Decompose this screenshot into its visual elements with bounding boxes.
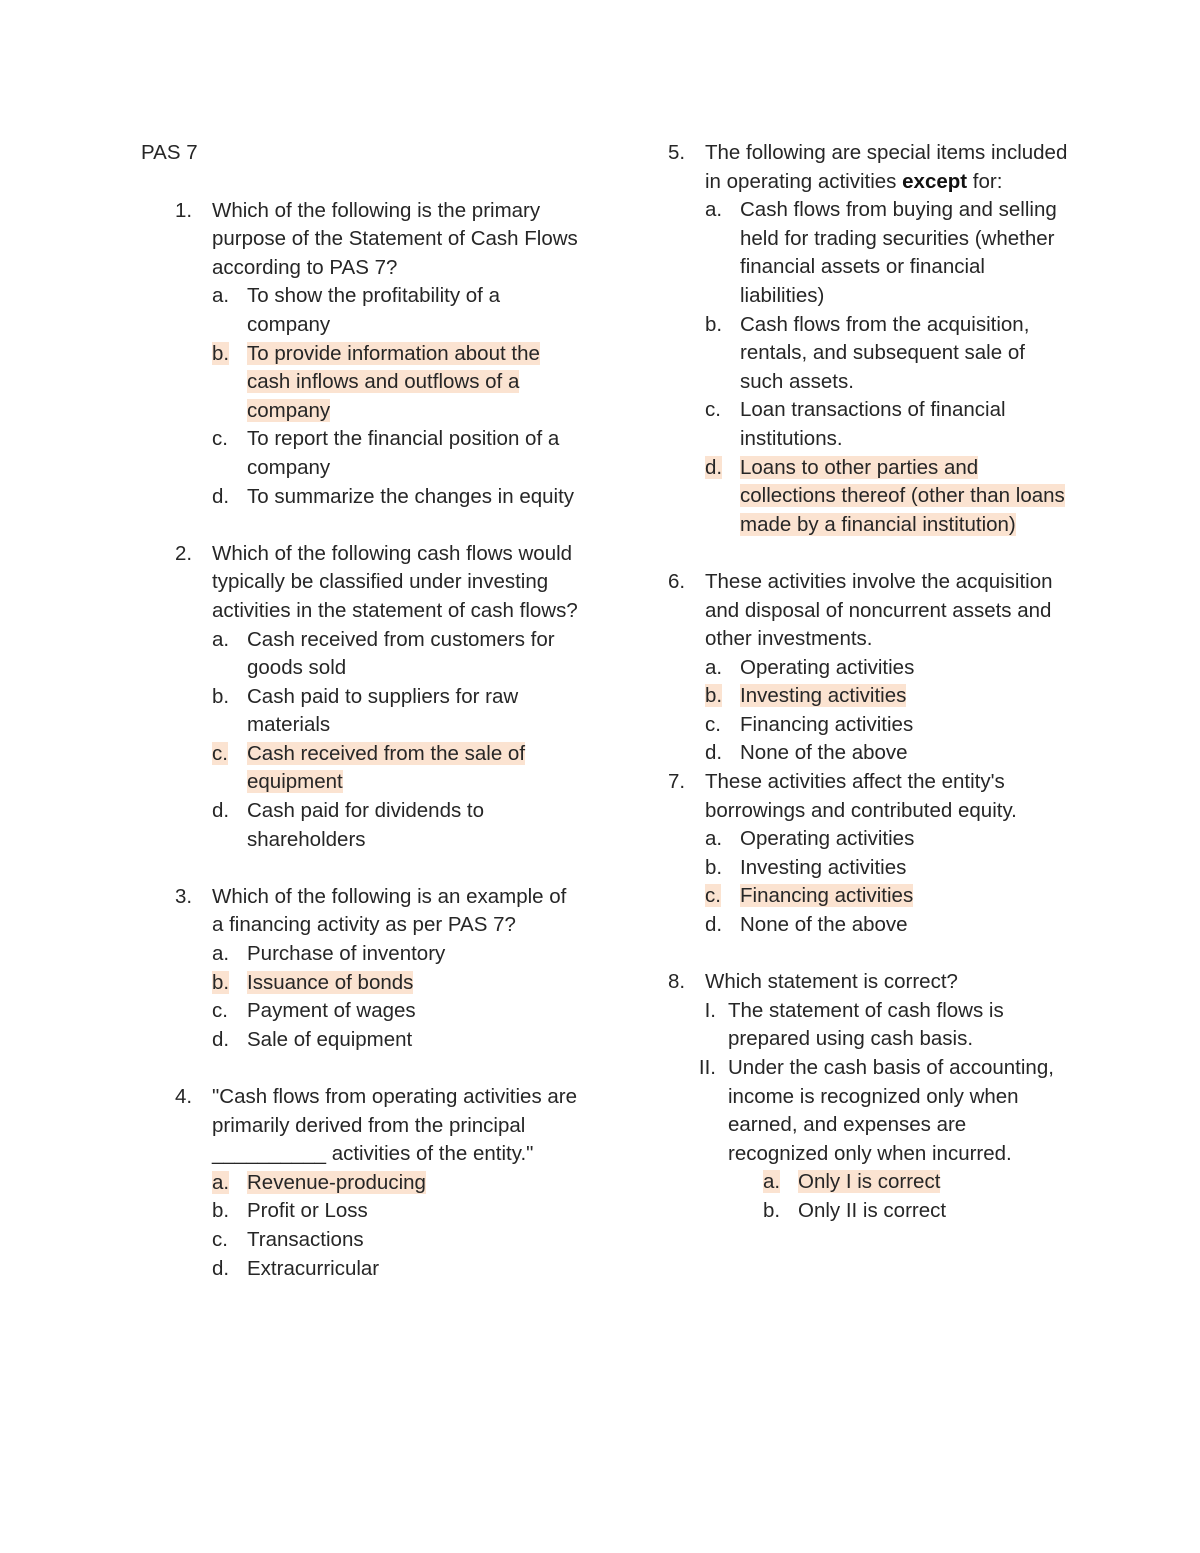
answer-highlight: Cash received from the sale of equipment [247, 741, 526, 794]
document-title: PAS 7 [141, 141, 198, 164]
option-item[interactable] [705, 739, 1068, 768]
question-text: "Cash flows from operating activities are primarily derived from the principal __________ activities of the entity." [212, 1085, 578, 1166]
option-letter: b. [212, 1199, 230, 1223]
statement-text: Under the cash basis of accounting, income is recognized only when earned, and expenses are recognized only when incurred. [728, 1056, 1054, 1165]
option-letter: c. [212, 741, 228, 765]
option-text: Loan transactions of financial institutions. [740, 398, 1006, 450]
option-item-highlighted[interactable] [705, 882, 1068, 911]
option-text: To summarize the changes in equity [247, 484, 575, 508]
option-letter: a. [705, 198, 723, 222]
option-item[interactable] [212, 997, 581, 1026]
option-letter: a. [705, 655, 723, 679]
option-item[interactable] [705, 311, 1068, 397]
option-item-highlighted[interactable] [212, 1169, 581, 1198]
option-letter: d. [212, 1256, 230, 1280]
answer-highlight: Investing activities [740, 684, 907, 708]
question-text: Which of the following is the primary purpose of the Statement of Cash Flows according to PAS 7? [212, 198, 578, 279]
option-item[interactable] [212, 425, 581, 482]
option-letter: c. [705, 398, 721, 422]
statement-numeral: II. [698, 1056, 716, 1079]
option-item[interactable] [212, 626, 581, 683]
question-1 [141, 197, 581, 512]
option-text [247, 1169, 581, 1198]
option-text [740, 682, 1068, 711]
option-item[interactable] [705, 654, 1068, 683]
option-item[interactable] [705, 854, 1068, 883]
answer-highlight: Only I is correct [798, 1170, 941, 1194]
question-text: These activities involve the acquisition and disposal of noncurrent assets and other investments. [705, 569, 1053, 651]
option-item[interactable] [705, 196, 1068, 310]
option-list [212, 626, 581, 855]
option-item-highlighted[interactable] [705, 454, 1068, 540]
option-text: None of the above [740, 741, 908, 765]
option-item[interactable] [212, 1255, 581, 1284]
question-number: 1. [175, 198, 193, 222]
statement-item [705, 997, 1068, 1054]
option-letter: d. [705, 455, 723, 479]
question-5 [668, 139, 1068, 539]
question-text: Which of the following cash flows would typically be classified under investing activities in the statement of cash flows? [212, 541, 578, 622]
option-text: Cash flows from buying and selling held for trading securities (whether financial assets or financial liabilities) [740, 198, 1057, 307]
option-text: Operating activities [740, 827, 915, 851]
answer-highlight: Loans to other parties and collections thereof (other than loans made by a financial institution) [740, 455, 1065, 536]
option-list [212, 940, 581, 1054]
option-letter: b. [212, 970, 230, 994]
question-text: These activities affect the entity's borrowings and contributed equity. [705, 770, 1017, 822]
option-text [740, 454, 1068, 540]
option-letter: a. [212, 284, 230, 308]
option-letter: a. [212, 942, 230, 966]
option-letter: c. [705, 884, 721, 908]
statement-item [698, 1054, 1068, 1226]
option-text: Sale of equipment [247, 1027, 413, 1051]
option-text: Operating activities [740, 655, 915, 679]
option-item-highlighted[interactable] [212, 340, 581, 426]
statement-text: The statement of cash flows is prepared using cash basis. [728, 998, 1004, 1051]
option-item[interactable] [212, 1026, 581, 1055]
option-text [247, 969, 581, 998]
option-text: Cash paid for dividends to shareholders [247, 799, 485, 851]
question-number: 4. [175, 1085, 193, 1108]
option-text: Investing activities [740, 855, 907, 879]
option-text: Purchase of inventory [247, 942, 446, 966]
answer-highlight: Financing activities [740, 884, 914, 908]
option-letter: a. [212, 1170, 230, 1194]
option-list [212, 1169, 581, 1283]
option-text: Transactions [247, 1227, 364, 1251]
option-text [740, 882, 1068, 911]
answer-highlight: Issuance of bonds [247, 970, 414, 994]
question-2 [141, 540, 581, 855]
option-item-highlighted[interactable] [705, 682, 1068, 711]
option-text: To report the financial position of a company [247, 427, 560, 479]
option-letter: a. [763, 1170, 781, 1194]
option-item[interactable] [728, 1197, 1068, 1226]
question-number: 3. [175, 884, 193, 908]
question-4 [141, 1083, 581, 1283]
option-item-highlighted[interactable] [728, 1168, 1068, 1197]
option-letter: d. [705, 913, 723, 937]
question-6 [668, 568, 1068, 768]
option-item-highlighted[interactable] [212, 969, 581, 998]
option-item[interactable] [212, 797, 581, 854]
question-number: 7. [668, 770, 686, 794]
option-letter: b. [212, 341, 230, 365]
right-column [668, 139, 1068, 1226]
option-letter: b. [705, 312, 723, 336]
option-item[interactable] [212, 1197, 581, 1226]
option-text: None of the above [740, 913, 908, 937]
option-letter: b. [212, 684, 230, 708]
option-text: Profit or Loss [247, 1199, 368, 1223]
option-text: Payment of wages [247, 999, 416, 1023]
option-letter: d. [212, 1027, 230, 1051]
option-text: Cash received from customers for goods sold [247, 627, 555, 680]
option-letter: b. [763, 1198, 781, 1222]
question-number: 6. [668, 569, 686, 593]
option-letter: d. [212, 799, 230, 823]
question-3 [141, 883, 581, 1055]
option-item[interactable] [212, 1226, 581, 1255]
question-text: Which of the following is an example of a financing activity as per PAS 7? [212, 884, 567, 937]
option-letter: c. [212, 999, 228, 1023]
option-list [728, 1168, 1068, 1225]
option-text: Cash paid to suppliers for raw materials [247, 684, 519, 737]
option-text: Cash flows from the acquisition, rentals, and subsequent sale of such assets. [740, 312, 1030, 393]
left-column [141, 139, 581, 1283]
option-letter: c. [212, 1227, 228, 1251]
statement-numeral: I. [704, 998, 716, 1022]
option-item[interactable] [212, 683, 581, 740]
question-8 [668, 968, 1068, 1225]
question-number: 2. [175, 541, 193, 565]
question-text: Which statement is correct? [705, 970, 958, 994]
option-list [705, 196, 1068, 539]
option-list [705, 654, 1068, 768]
option-item-highlighted[interactable] [212, 740, 581, 797]
option-item[interactable] [212, 940, 581, 969]
option-item[interactable] [705, 396, 1068, 453]
option-letter: a. [705, 827, 723, 851]
answer-highlight: Revenue-producing [247, 1170, 426, 1194]
question-number: 5. [668, 141, 686, 164]
option-text: Only II is correct [798, 1198, 947, 1222]
option-letter: b. [705, 855, 723, 879]
option-list [212, 282, 581, 511]
option-item[interactable] [212, 282, 581, 339]
question-7 [668, 768, 1068, 940]
option-text [247, 740, 581, 797]
option-item[interactable] [705, 711, 1068, 740]
option-text: Extracurricular [247, 1256, 380, 1280]
option-letter: a. [212, 627, 230, 651]
option-item[interactable] [705, 911, 1068, 940]
option-list [705, 825, 1068, 939]
option-letter: c. [212, 427, 228, 451]
question-text: The following are special items included in operating activities except for: [705, 141, 1068, 193]
option-letter: d. [705, 741, 723, 765]
question-emphasis: except [902, 169, 968, 193]
option-text: Financing activities [740, 712, 914, 736]
option-item[interactable] [705, 825, 1068, 854]
option-letter: c. [705, 712, 721, 736]
option-text [798, 1168, 1068, 1197]
answer-highlight: To provide information about the cash inflows and outflows of a company [247, 341, 540, 422]
option-letter: b. [705, 684, 723, 708]
question-number: 8. [668, 970, 686, 994]
option-text: To show the profitability of a company [247, 284, 500, 336]
option-letter: d. [212, 484, 230, 508]
option-item[interactable] [212, 483, 581, 512]
option-text [247, 340, 581, 426]
